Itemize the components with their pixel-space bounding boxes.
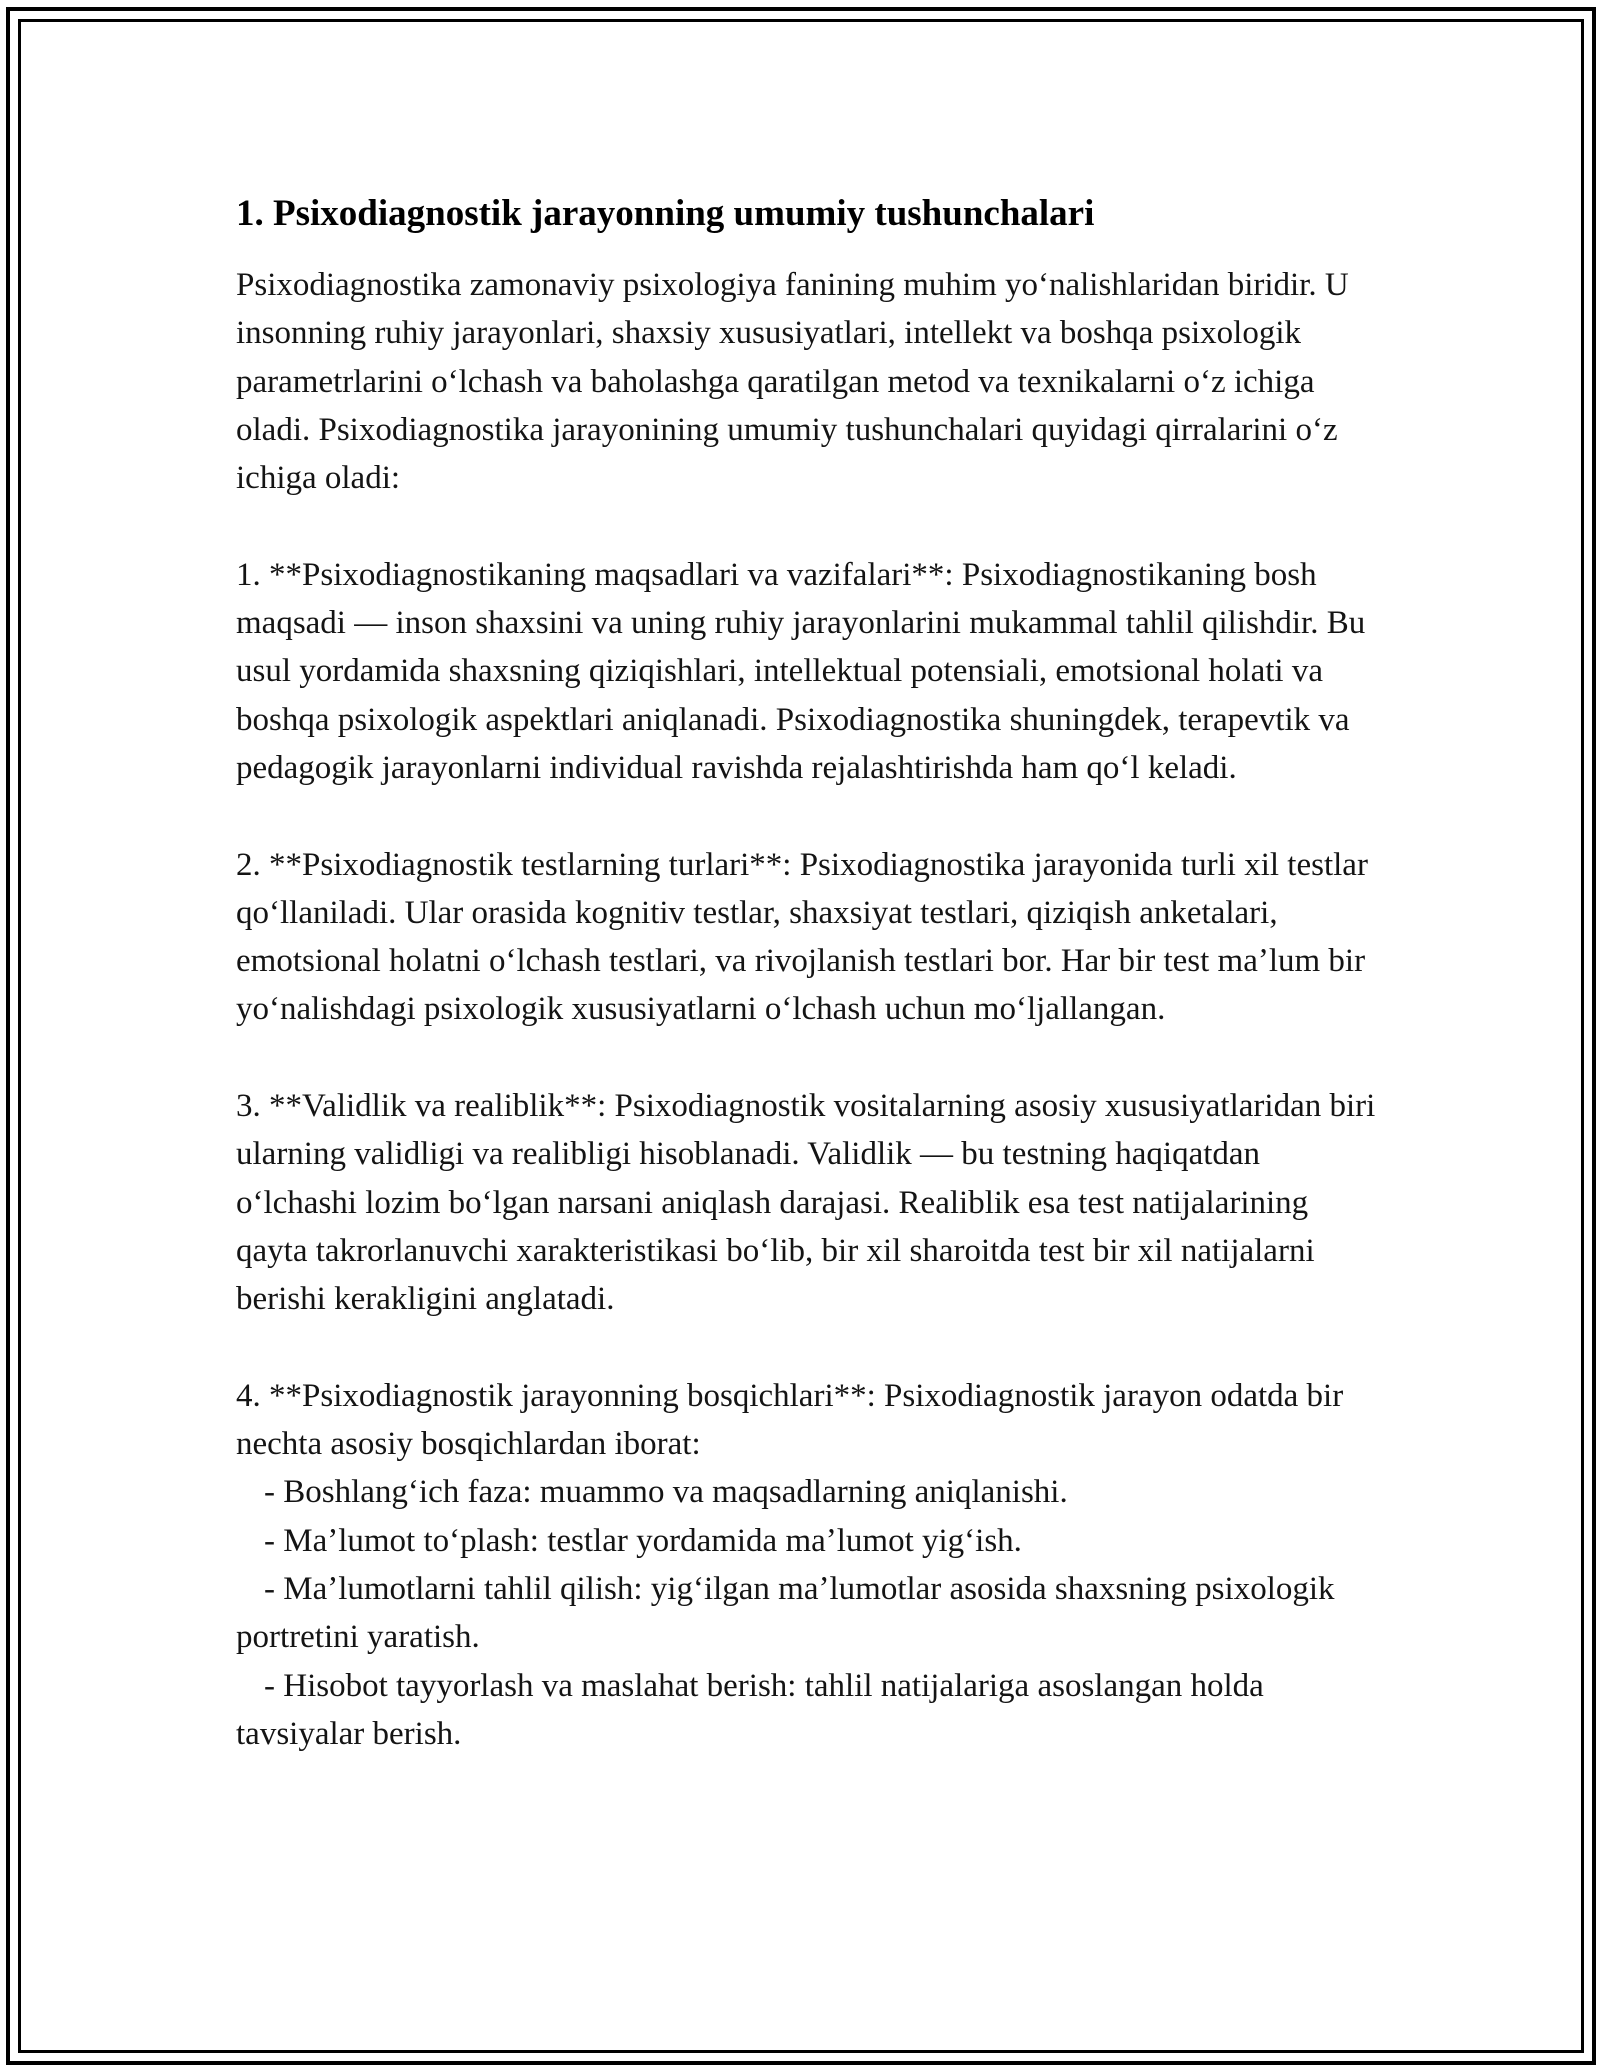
sub-item-1-text: - Boshlangʻich faza: muammo va maqsadlarning aniqlanishi. bbox=[264, 1474, 1068, 1511]
list-item-4: 4. **Psixodiagnostik jarayonning bosqichlari**: Psixodiagnostik jarayon odatda bir nechta asosiy bosqichlardan iborat: bbox=[236, 1377, 1344, 1463]
document-body bbox=[236, 190, 1376, 1758]
sub-item-3-text: - Maʼlumotlarni tahlil qilish: yigʻilgan maʼlumotlar asosida shaxsning psixologik portretini yaratish. bbox=[236, 1571, 1335, 1656]
list-item-3: 3. **Validlik va realiblik**: Psixodiagnostik vositalarning asosiy xususiyatlaridan biri ularning validligi va realibligi hisoblanadi. Validlik — bu testning haqiqatdan oʻlchashi lozim boʻlgan narsani aniqlash darajasi. Realiblik esa test natijalarining qayta takrorlanuvchi xarakteristikasi boʻlib, bir xil sharoitda test bir xil natijalarni berishi kerakligini anglatadi. bbox=[236, 1088, 1376, 1318]
intro-paragraph: Psixodiagnostika zamonaviy psixologiya fanining muhim yoʻnalishlaridan biridir. U insonning ruhiy jarayonlari, shaxsiy xususiyatlari, intellekt va boshqa psixologik parametrlarini oʻlchash va baholashga qaratilgan metod va texnikalarni oʻz ichiga oladi. Psixodiagnostika jarayonining umumiy tushunchalari quyidagi qirralarini oʻz ichiga oladi: bbox=[236, 267, 1349, 497]
paragraph-spacer bbox=[236, 502, 1376, 550]
document-title: 1. Psixodiagnostik jarayonning umumiy tushunchalari bbox=[236, 193, 1095, 234]
sub-item-2 bbox=[236, 1517, 1376, 1565]
sub-item-1 bbox=[236, 1468, 1376, 1516]
sub-item-2-text: - Maʼlumot toʻplash: testlar yordamida maʼlumot yigʻish. bbox=[264, 1522, 1022, 1559]
list-item-2: 2. **Psixodiagnostik testlarning turlari**: Psixodiagnostika jarayonida turli xil testlar qoʻllaniladi. Ular orasida kognitiv testlar, shaxsiyat testlari, qiziqish anketalari, emotsional holatni oʻlchash testlari, va rivojlanish testlari bor. Har bir test maʼlum bir yoʻnalishdagi psixologik xususiyatlarni oʻlchash uchun moʻljallangan. bbox=[236, 846, 1368, 1028]
sub-item-4-text: - Hisobot tayyorlash va maslahat berish: tahlil natijalariga asoslangan holda tavsiyalar berish. bbox=[236, 1667, 1264, 1752]
paragraph-spacer bbox=[236, 792, 1376, 840]
paragraph-spacer bbox=[236, 1034, 1376, 1082]
paragraph-spacer bbox=[236, 1324, 1376, 1372]
sub-item-4 bbox=[236, 1662, 1376, 1759]
list-item-1: 1. **Psixodiagnostikaning maqsadlari va vazifalari**: Psixodiagnostikaning bosh maqsadi — inson shaxsini va uning ruhiy jarayonlarini mukammal tahlil qilishdir. Bu usul yordamida shaxsning qiziqishlari, intellektual potensiali, emotsional holati va boshqa psixologik aspektlari aniqlanadi. Psixodiagnostika shuningdek, terapevtik va pedagogik jarayonlarni individual ravishda rejalashtirishda ham qoʻl keladi. bbox=[236, 556, 1366, 786]
sub-item-3 bbox=[236, 1565, 1376, 1662]
